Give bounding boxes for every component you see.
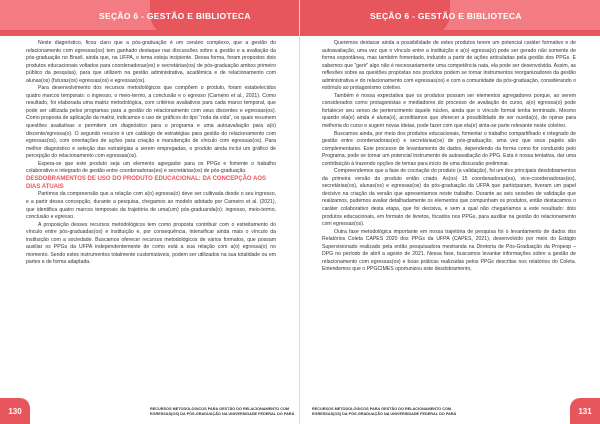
page-header [300, 0, 600, 36]
running-footer [312, 407, 456, 417]
body-text [322, 40, 576, 274]
running-footer [150, 407, 294, 417]
page-number: 131 [570, 398, 600, 424]
running-footer-line: EGRESSAS(OS) DA PÓS-GRADUAÇÃO NA UNIVERSIDADE FEDERAL DO PARÁ [150, 412, 295, 416]
subheading: DESDOBRAMENTOS DE USO DO PRODUTO EDUCACIONAL: DA CONCEPÇÃO AOS DIAS ATUAIS [26, 175, 267, 190]
body-text [26, 40, 276, 267]
paragraph: Neste diagnóstico, ficou claro que a pós-graduação é um cenário complexo, que a gestão do relacionamento com egressas(os) tem ganhado destaque nas discussões sobre a gestão e a avaliação da pós-graduação no Brasil, ainda que, na UFPA, o tema esteja incipiente. Dessa forma, foram propostos dois produtos educacionais voltados para coordenadoras(es) e secretárias(os) de pós-graduação ambos primeiro público da pesquisa), para que utilizem na gestão administrativa, acadêmica e de relacionamento com alunas(os) (futuras(os) egressas(os) e egressas(os). [26, 40, 276, 84]
running-footer-line: RECURSOS METODOLÓGICOS PARA GESTÃO DO RELACIONAMENTO COM [150, 407, 290, 411]
paragraph: Partimos da compreensão que a relação com a(o) egressa(o) deve ser cultivada desde o seu ingresso, e a partir dessa concepção, durante a pesquisa, chegamos ao modelo adotado por Carneiro et al. (2021), que identifica quatro marcos temporais da trajetória de uma(um) pós-graduanda(o): ingresso, meio-termo, conclusão e egresso. [26, 191, 276, 221]
running-footer-line: EGRESSAS(OS) DA PÓS-GRADUAÇÃO NA UNIVERSIDADE FEDERAL DO PARÁ [312, 412, 457, 416]
page-footer [0, 398, 300, 424]
section-title: SEÇÃO 6 - GESTÃO E BIBLIOTECA [370, 11, 522, 21]
page-header [0, 0, 300, 36]
paragraph: Compreendemos que a fase de cocriação do produto (a validação), foi um dos principais desdobramentos da primeira versão do produto então criado. As(os) 15 coordenadoras(es), vice-coordenadoras(es), secretárias(os), alunas(os) e egressas(os) da pós-graduação da UFPA que participaram, tiveram um papel decisivo na criação da versão que apresentamos neste trabalho. Durante as seis sessões de validação que realizamos, pudemos avaliar detalhadamente os elementos que compunham os produtos, então destacamos o caráter colaborativo desta etapa, que foi decisiva, e sem a qual não chegaríamos a este resultado: dois produtos educacionais, em formato de livretos, focados nos PPGs, para auxiliar na gestão do relacionamento com egressas(os). [322, 168, 576, 228]
page-footer [300, 398, 600, 424]
section-title: SEÇÃO 6 - GESTÃO E BIBLIOTECA [99, 11, 251, 21]
running-footer-line: RECURSOS METODOLÓGICOS PARA GESTÃO DO RELACIONAMENTO COM [312, 407, 452, 411]
paragraph: Espera-se que este produto seja um elemento agregador para os PPGs e fomente o trabalho colaborativo e integrado de gestão entre coordenadoras(es) e secretárias(os) de pós-graduação. [26, 160, 276, 175]
paragraph: Queremos destacar ainda a possibilidade de estes produtos terem um potencial caráter formativo e de autoavaliação, uma vez que o vínculo entre a instituição e a(o) egressa(o) pode ser gerado não somente de forma espontânea, mas também fomentado, induzido a partir de ações articuladas pela gestão dos PPGs. E sabemos que “gerir” algo não é necessariamente uma competência nata, ela pode ser desenvolvida. Assim, as reflexões sobre as questões propostas nos produtos podem se tornar instrumentos reorganizadores da gestão administrativa e do relacionamento com egressas(os) e com a comunidade da pós-graduação, considerando o estímulo ao protagonismo coletivo. [322, 40, 576, 92]
right-page [300, 0, 600, 424]
paragraph: Também é nossa expectativa que os produtos possam ser elementos agregadores porque, ao serem considerados como protagonistas e mediadores do processo de avaliação do curso, a(o) egressa(o) pode fortalecer seu senso de pertencimento àquele núcleo, ainda que o vínculo formal tenha terminado. Mesmo quando ela(e) ainda é aluna(o), acreditamos que oferecer a possibilidade de ser ouvida(o), de opinar para melhoria do curso e sugerir novas ideias, pode fazer com que ela(e) sinta-se parte relevante neste coletivo. [322, 92, 576, 130]
paragraph: Buscamos ainda, por meio dos produtos educacionais, fomentar o trabalho compartilhado e integrado de gestão entre coordenadoras(es) e secretárias(os) de pós-graduação, uma vez que seus papéis são complementares. Este processo de levantamento de dados, dependendo da forma como for conduzido pelo Programa, pode se tornar um potencial instrumento de autoavaliação do PPG. Esta é nossa tentativa, dar uma contribuição à trazendo opções de temas para início de uma discussão preliminar. [322, 130, 576, 167]
paragraph: Para desenvolvimento dos recursos metodológicos que compõem o produto, foram estabelecidos quatro marcos temporais: o ingresso, o meio-termo, a conclusão e o egresso (Carneiro et al., 2021). Como resultado, foi elaborada uma matriz metodológica, com critérios avaliativos para cada marco temporal, que pode ser utilizada pelos programas para a gestão do relacionamento com seus discentes e egressas(os). Como proposta de aplicação da matriz, indicamos o uso de gráficos do tipo “roda da vida”, os quais resumem questões avaliativas e permitem um diagnóstico para o programa e uma autoavaliação para a(o) discente/egressa(o). O segundo recurso é um catálogo de estratégias para gestão do relacionamento com egressas(os), com orientações de ações para criação e manutenção de vínculo com egressas(os). Para melhor diagnóstico e seleção das estratégias a serem empregadas, o produto ainda inclui um gráfico de percepção do relacionamento com egressas(os). [26, 85, 276, 160]
paragraph: Outra fase metodológica importante em nossa trajetória de pesquisa foi o levantamento de dados dos Relatórios Coleta CAPES 2020 dos PPGs da UFPA (CAPES, 2021), desenvolvido por meio do Estágio Supervisionado realizado pela então pesquisadora mestranda na Diretoria de Pós-Graduação da Propesp – DPG no período de abril a agosto de 2021. Nessa fase, buscamos levantar informações sobre a gestão de relacionamento com egressas(os) e boas práticas realizadas pelos PPGs descritas nos relatórios do Coleta. Entendemos que o PPGCIMES oportunizou este desdobramento, [322, 228, 576, 273]
page-number: 130 [0, 398, 30, 424]
paragraph: A proposição desses recursos metodológicos tem como proposta contribuir com o estreitamento do vínculo entre pós-graduadas(os) e instituição e, por consequência, intensificar ainda mais o vínculo da instituição com a sociedade. Buscamos oferecer recursos metodológicos de vários formatos, que possam auxiliar os PPGs da UFPA independentemente de como está a sua relação com a(o) egressa(o) no momento. Sendo estes instrumentos totalmente customizáveis, podem ser utilizados na sua totalidade ou em partes e de forma adaptada. [26, 221, 276, 266]
